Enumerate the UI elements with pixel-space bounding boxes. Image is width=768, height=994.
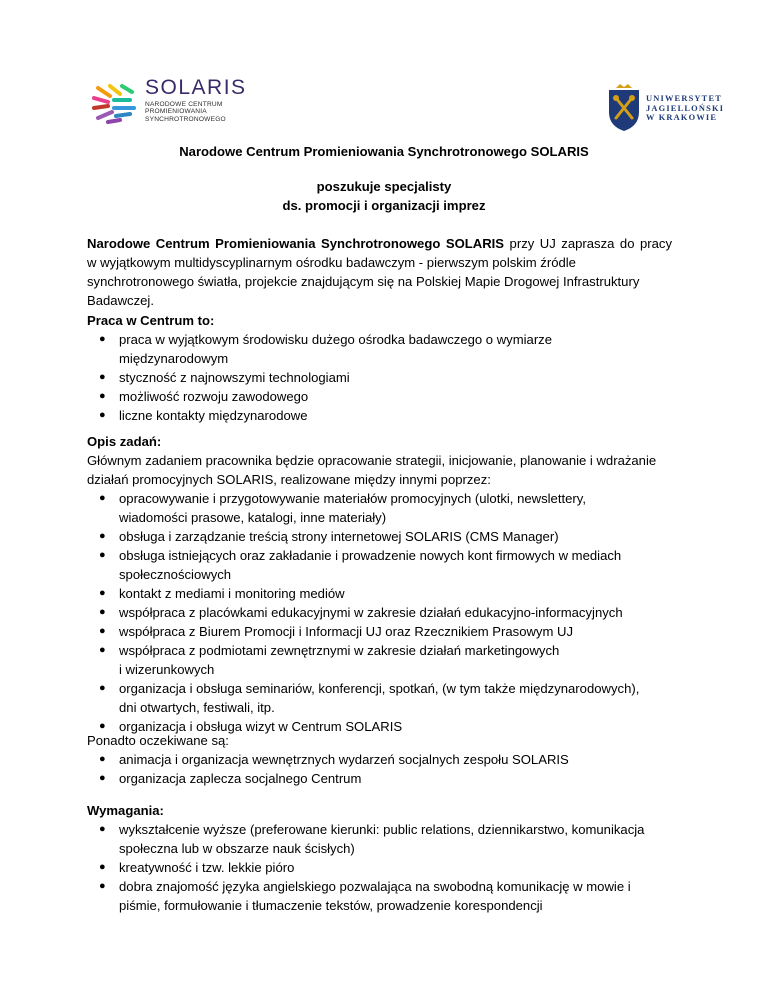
list-item: ● animacja i organizacja wewnętrznych wydarzeń socjalnych zespołu SOLARIS <box>99 752 569 767</box>
list-item: ● możliwość rozwoju zawodowego <box>99 389 309 404</box>
seeking-title: poszukuje specjalisty <box>316 179 452 194</box>
solaris-logo <box>90 76 247 130</box>
requirements-list <box>87 820 687 915</box>
uj-crest-icon <box>606 84 642 132</box>
solaris-rays-icon <box>90 82 142 126</box>
uj-logo <box>606 84 725 134</box>
work-list <box>87 330 687 425</box>
tasks-intro-line1: Głównym zadaniem pracownika będzie opracowanie strategii, inicjowanie, planowanie i wdrażanie <box>87 453 657 468</box>
list-item: ● opracowywanie i przygotowywanie materiałów promocyjnych (ulotki, newslettery, wiadomości prasowe, katalogi, inne materiały) <box>99 491 586 525</box>
list-item: ● obsługa i zarządzanie treścią strony internetowej SOLARIS (CMS Manager) <box>99 529 559 544</box>
tasks-list <box>87 489 687 736</box>
uj-logo-text: UNIWERSYTET JAGIELLOŃSKI W KRAKOWIE <box>646 94 725 123</box>
list-item: ● dobra znajomość języka angielskiego pozwalająca na swobodną komunikację w mowie i piśmie, formułowanie i tłumaczenie tekstów, prowadzenie korespondencji <box>99 879 631 913</box>
institution-title: Narodowe Centrum Promieniowania Synchrotronowego SOLARIS <box>179 144 589 159</box>
tasks-intro-line2: działań promocyjnych SOLARIS, realizowane między innymi poprzez: <box>87 472 491 487</box>
list-item: ● współpraca z placówkami edukacyjnymi w zakresie działań edukacyjno-informacyjnych <box>99 605 623 620</box>
list-item: ● liczne kontakty międzynarodowe <box>99 408 308 423</box>
list-item: ● obsługa istniejących oraz zakładanie i prowadzenie nowych kont firmowych w mediach społecznościowych <box>99 548 622 582</box>
list-item: ● organizacja i obsługa seminariów, konferencji, spotkań, (w tym także międzynarodowych), dni otwartych, festiwali, itp. <box>99 681 640 715</box>
intro-paragraph: Narodowe Centrum Promieniowania Synchrotronowego SOLARIS przy UJ zaprasza do pracy w wyjątkowym multidyscyplinarnym ośrodku badawczym - pierwszym polskim źródle synchrotronowego światła, projekcie znajdującym się na Polskiej Mapie Drogowej Infrastruktury Badawczej. <box>87 236 673 308</box>
solaris-logo-subtitle: NARODOWE CENTRUM PROMIENIOWANIA SYNCHROTRONOWEGO <box>145 101 226 123</box>
additional-heading: Ponadto oczekiwane są: <box>87 733 229 748</box>
list-item: ● wykształcenie wyższe (preferowane kierunki: public relations, dziennikarstwo, komunikacja społeczna lub w obszarze nauk ścisłych) <box>99 822 645 856</box>
position-title: ds. promocji i organizacji imprez <box>282 198 486 213</box>
list-item: ● organizacja zaplecza socjalnego Centrum <box>99 771 362 786</box>
list-item: ● organizacja i obsługa wizyt w Centrum SOLARIS <box>99 719 403 734</box>
list-item: ● współpraca z Biurem Promocji i Informacji UJ oraz Rzecznikiem Prasowym UJ <box>99 624 574 639</box>
list-item: ● praca w wyjątkowym środowisku dużego ośrodka badawczego o wymiarze międzynarodowym <box>99 332 553 366</box>
requirements-heading: Wymagania: <box>87 803 164 818</box>
list-item: ● styczność z najnowszymi technologiami <box>99 370 350 385</box>
tasks-heading: Opis zadań: <box>87 434 162 449</box>
list-item: ● kreatywność i tzw. lekkie pióro <box>99 860 295 875</box>
additional-list <box>87 750 687 788</box>
list-item: ● współpraca z podmiotami zewnętrznymi w zakresie działań marketingowych i wizerunkowych <box>99 643 560 677</box>
list-item: ● kontakt z mediami i monitoring mediów <box>99 586 345 601</box>
work-heading: Praca w Centrum to: <box>87 313 215 328</box>
solaris-logo-name: SOLARIS <box>145 76 247 99</box>
